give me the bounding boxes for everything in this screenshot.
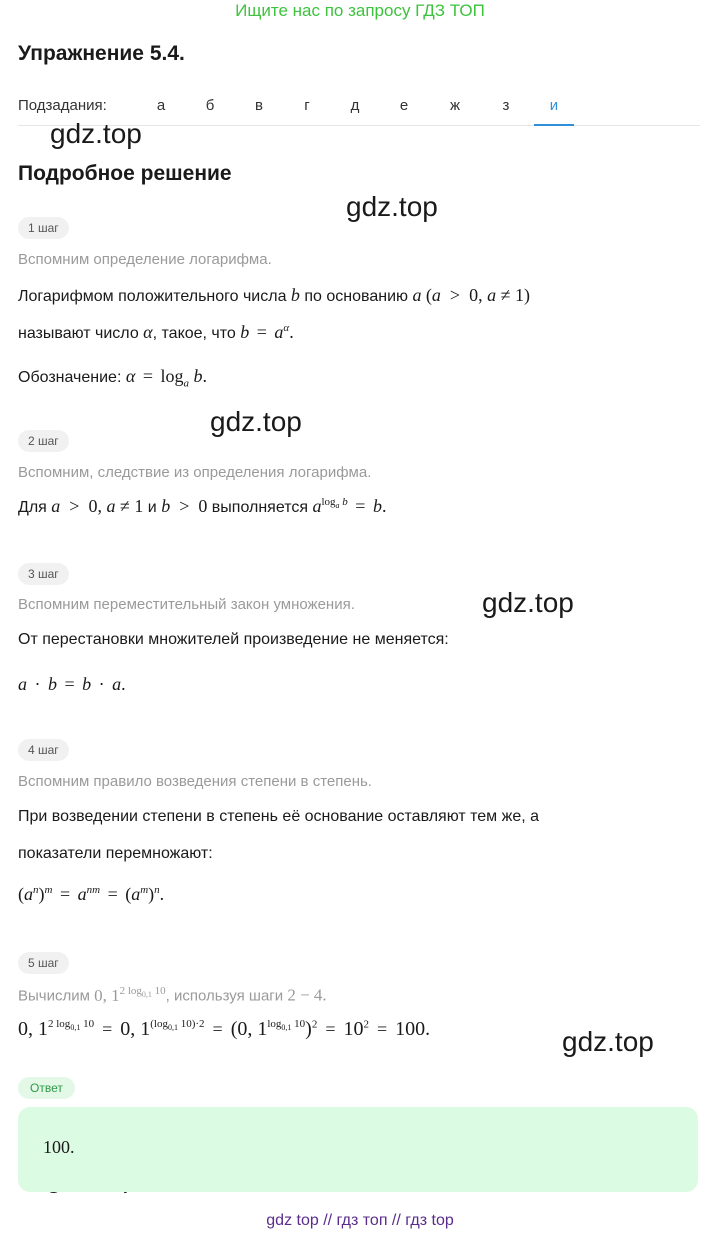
math-commutative: a · b = b · a. (18, 674, 126, 694)
step-3-badge: 3 шаг (18, 563, 69, 585)
watermark: gdz.top (50, 118, 142, 149)
step-1-line-3: Обозначение: $\alpha = \log_a b$. (18, 366, 207, 390)
math-b: b (290, 285, 300, 305)
step-2-hint: Вспомним, следствие из определения логарифма. (18, 464, 372, 481)
subtask-e[interactable]: е (399, 97, 409, 114)
subtask-a[interactable]: а (156, 97, 166, 114)
step-5-hint: Вычислим 0, $1^{2 log_{0,1} 10}$, используя шаги 2 − 4. (18, 985, 327, 1005)
subtask-z[interactable]: з (502, 97, 510, 114)
math-identity: $a^{log_a b} = b$ (312, 496, 382, 516)
step-4-line-2: показатели перемножают: (18, 845, 213, 862)
footer-links[interactable]: gdz top // гдз топ // гдз top (266, 1212, 454, 1229)
step-1-hint: Вспомним определение логарифма. (18, 251, 272, 268)
solution-title: Подробное решение (18, 162, 232, 185)
math-alpha: α (143, 322, 153, 342)
math-cond-b: b > 0 (161, 496, 208, 516)
top-banner[interactable]: Ищите нас по запросу ГДЗ ТОП (235, 1, 485, 20)
math-power-rule: $(a^n)^m = a^{nm} = (a^m)^n$. (18, 884, 165, 904)
subtask-d[interactable]: д (350, 97, 360, 114)
step-4-badge: 4 шаг (18, 739, 69, 761)
math-calculation: 0, $1^{2 log_{0,1} 10} = 0$, $1^{(log_{0,1} 10)\cdot 2} = (0$, $1^{log_{0,1} 10})^2 = 10^2 = 100$. (18, 1018, 431, 1040)
subtasks-label: Подзадания: (18, 97, 107, 114)
subtask-zh[interactable]: ж (449, 97, 461, 114)
subtask-g[interactable]: г (304, 97, 310, 114)
step-3-hint: Вспомним переместительный закон умножения. (18, 596, 355, 613)
watermark: gdz.top (346, 191, 438, 222)
math-b-eq-a-alpha: $b = a^\alpha$ (240, 322, 290, 342)
subtask-i-active[interactable]: и (534, 97, 574, 126)
math-notation: $\alpha = \log_a b$ (125, 366, 203, 390)
step-4-line-1: При возведении степени в степень её основание оставляют тем же, а (18, 808, 540, 825)
math-a: a (412, 285, 422, 305)
watermark: gdz.top (482, 587, 574, 618)
subtask-b[interactable]: б (205, 97, 215, 114)
math-condition: (a > 0, a ≠ 1) (425, 285, 530, 305)
watermark: gdz.top (562, 1026, 654, 1057)
step-2-line-1: Для a > 0, a ≠ 1 и b > 0 выполняется $a^{log_a b} = b$. (18, 496, 387, 516)
step-5-badge: 5 шаг (18, 952, 69, 974)
subtask-v[interactable]: в (255, 97, 263, 114)
answer-box (18, 1107, 698, 1192)
step-1-badge: 1 шаг (18, 217, 69, 239)
step-1-line-1: Логарифмом положительного числа b по основанию a (a > 0, a ≠ 1) (18, 285, 530, 305)
step-4-hint: Вспомним правило возведения степени в степень. (18, 773, 372, 790)
step-2-badge: 2 шаг (18, 430, 69, 452)
math-cond-a: a > 0, a ≠ 1 (51, 496, 144, 516)
watermark: gdz.top (210, 406, 302, 437)
answer-value: 100. (43, 1137, 75, 1157)
step-1-line-2: называют число α, такое, что $b = a^\alpha$. (18, 322, 294, 342)
answer-badge: Ответ (18, 1077, 75, 1099)
step-3-line-1: От перестановки множителей произведение не меняется: (18, 631, 449, 648)
exercise-title: Упражнение 5.4. (18, 42, 185, 65)
